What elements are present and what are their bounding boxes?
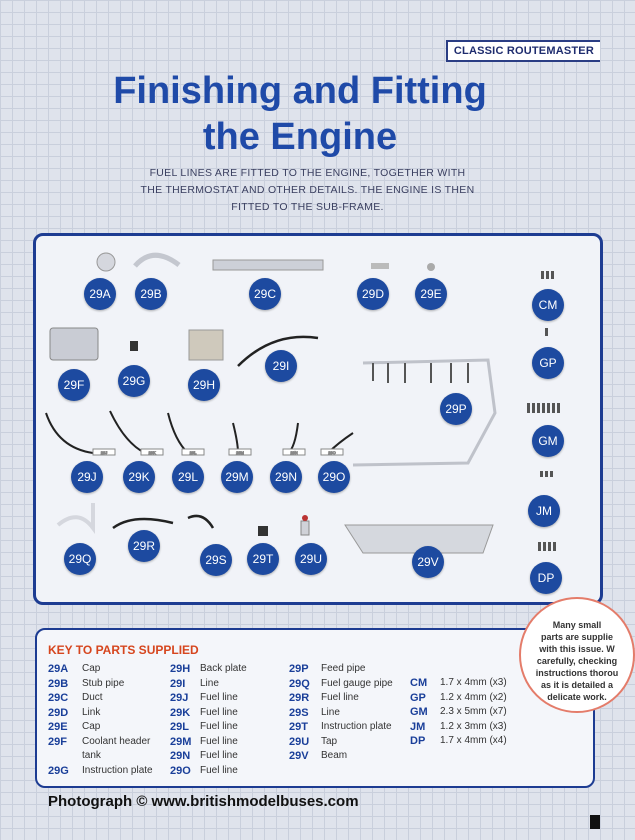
key-column-2 bbox=[170, 662, 247, 778]
page-title: Finishing and Fitting the Engine bbox=[113, 70, 487, 158]
key-row: 29Q Fuel gauge pipe bbox=[289, 677, 393, 690]
key-row: 29N Fuel line bbox=[170, 750, 238, 762]
badge-29n: 29N bbox=[270, 461, 302, 493]
part-29f bbox=[50, 328, 98, 360]
badge-29c: 29C bbox=[249, 278, 281, 310]
badge-gm: GM bbox=[532, 425, 564, 457]
part-29b bbox=[135, 255, 179, 266]
key-row: 29I Line bbox=[170, 677, 219, 690]
badge-29m: 29M bbox=[221, 461, 253, 493]
part-29t bbox=[258, 526, 268, 536]
part-29h bbox=[189, 330, 223, 360]
badge-29p: 29P bbox=[440, 393, 472, 425]
fuel-line-tag-label: 29M bbox=[236, 450, 244, 455]
badge-29a: 29A bbox=[84, 278, 116, 310]
part-29c bbox=[213, 260, 323, 270]
key-row: 29T Instruction plate bbox=[289, 721, 392, 733]
key-row: 29K Fuel line bbox=[170, 706, 238, 719]
key-row: 29A Cap bbox=[48, 663, 101, 675]
badge-29l: 29L bbox=[172, 461, 204, 493]
part-dp bbox=[538, 542, 556, 551]
badge-dp: DP bbox=[530, 562, 562, 594]
key-row: 29S Line bbox=[289, 706, 340, 719]
badge-cm: CM bbox=[532, 289, 564, 321]
badge-29j: 29J bbox=[71, 461, 103, 493]
key-row: 29G Instruction plate bbox=[48, 764, 153, 777]
fuel-line-tag-label: 29K bbox=[148, 450, 156, 455]
part-29a bbox=[97, 253, 115, 271]
part-29s bbox=[188, 516, 213, 528]
page-number-marker bbox=[590, 815, 600, 829]
part-29r bbox=[113, 519, 173, 528]
fuel-line-tag-label: 29L bbox=[189, 450, 197, 455]
key-row: 29E Cap bbox=[48, 721, 101, 733]
fuel-lines bbox=[46, 411, 353, 453]
badge-29r: 29R bbox=[128, 530, 160, 562]
key-row: 29L Fuel line bbox=[170, 721, 238, 733]
intro-text: FUEL LINES ARE FITTED TO THE ENGINE, TOGETHER WITH THE THERMOSTAT AND OTHER DETAILS. THE ENGINE IS THEN FITTED TO THE SUB-FRAME. bbox=[140, 167, 475, 213]
key-row: 29F Coolant header bbox=[48, 735, 151, 748]
series-tag: CLASSIC ROUTEMASTER bbox=[446, 40, 600, 62]
part-29d bbox=[371, 263, 389, 269]
part-29e bbox=[427, 263, 435, 271]
key-column-3 bbox=[289, 662, 393, 764]
badge-29d: 29D bbox=[357, 278, 389, 310]
key-row: 29V Beam bbox=[289, 750, 348, 762]
part-gp bbox=[545, 328, 548, 336]
key-row: 29H Back plate bbox=[170, 663, 247, 675]
part-29p-branches bbox=[373, 363, 468, 383]
badge-29v: 29V bbox=[412, 546, 444, 578]
badge-29o: 29O bbox=[318, 461, 350, 493]
key-title: KEY TO PARTS SUPPLIED bbox=[48, 643, 199, 657]
key-row: GP 1.2 x 4mm (x2) bbox=[410, 691, 507, 704]
key-row: GM 2.3 x 5mm (x7) bbox=[410, 706, 507, 718]
badge-29t: 29T bbox=[247, 543, 279, 575]
badge-29i: 29I bbox=[265, 350, 297, 382]
key-row: 29R Fuel line bbox=[289, 692, 359, 704]
key-row: 29D Link bbox=[48, 706, 101, 719]
badge-gp: GP bbox=[532, 347, 564, 379]
key-row: DP 1.7 x 4mm (x4) bbox=[410, 735, 507, 747]
badge-29h: 29H bbox=[188, 369, 220, 401]
note-bubble: Many small parts are supplie with this issue. W carefully, checking instructions thorou as it is detailed a delicate work. bbox=[519, 597, 635, 713]
badge-29e: 29E bbox=[415, 278, 447, 310]
part-29u bbox=[301, 515, 309, 535]
part-29g bbox=[130, 341, 138, 351]
photo-credit: Photograph © www.britishmodelbuses.com bbox=[48, 793, 359, 810]
fuel-line-tags bbox=[93, 449, 343, 455]
part-29p bbox=[353, 360, 495, 465]
key-row: 29M Fuel line bbox=[170, 735, 238, 748]
key-row: 29B Stub pipe bbox=[48, 677, 125, 690]
badge-29q: 29Q bbox=[64, 543, 96, 575]
part-gm bbox=[527, 403, 560, 413]
key-row: 29O Fuel line bbox=[170, 764, 238, 777]
part-cm bbox=[541, 271, 554, 279]
badge-29k: 29K bbox=[123, 461, 155, 493]
key-row: CM 1.7 x 4mm (x3) bbox=[410, 677, 507, 689]
key-row: tank bbox=[82, 750, 101, 761]
badge-29s: 29S bbox=[200, 544, 232, 576]
key-column-4 bbox=[410, 676, 507, 749]
badge-29b: 29B bbox=[135, 278, 167, 310]
key-row: JM 1.2 x 3mm (x3) bbox=[410, 720, 507, 733]
badge-jm: JM bbox=[528, 495, 560, 527]
key-row: 29J Fuel line bbox=[170, 692, 238, 704]
key-column-1 bbox=[48, 662, 153, 778]
fuel-line-tag-label: 29N bbox=[290, 450, 298, 455]
fuel-line-tag-label: 29J bbox=[100, 450, 108, 455]
badge-29f: 29F bbox=[58, 369, 90, 401]
badge-29g: 29G bbox=[118, 365, 150, 397]
fuel-line-tag-label: 29O bbox=[328, 450, 336, 455]
key-row: 29C Duct bbox=[48, 692, 103, 704]
badge-29u: 29U bbox=[295, 543, 327, 575]
part-29q bbox=[58, 503, 93, 528]
key-row: 29P Feed pipe bbox=[289, 663, 366, 675]
key-row: 29U Tap bbox=[289, 735, 338, 748]
part-jm bbox=[540, 471, 553, 477]
